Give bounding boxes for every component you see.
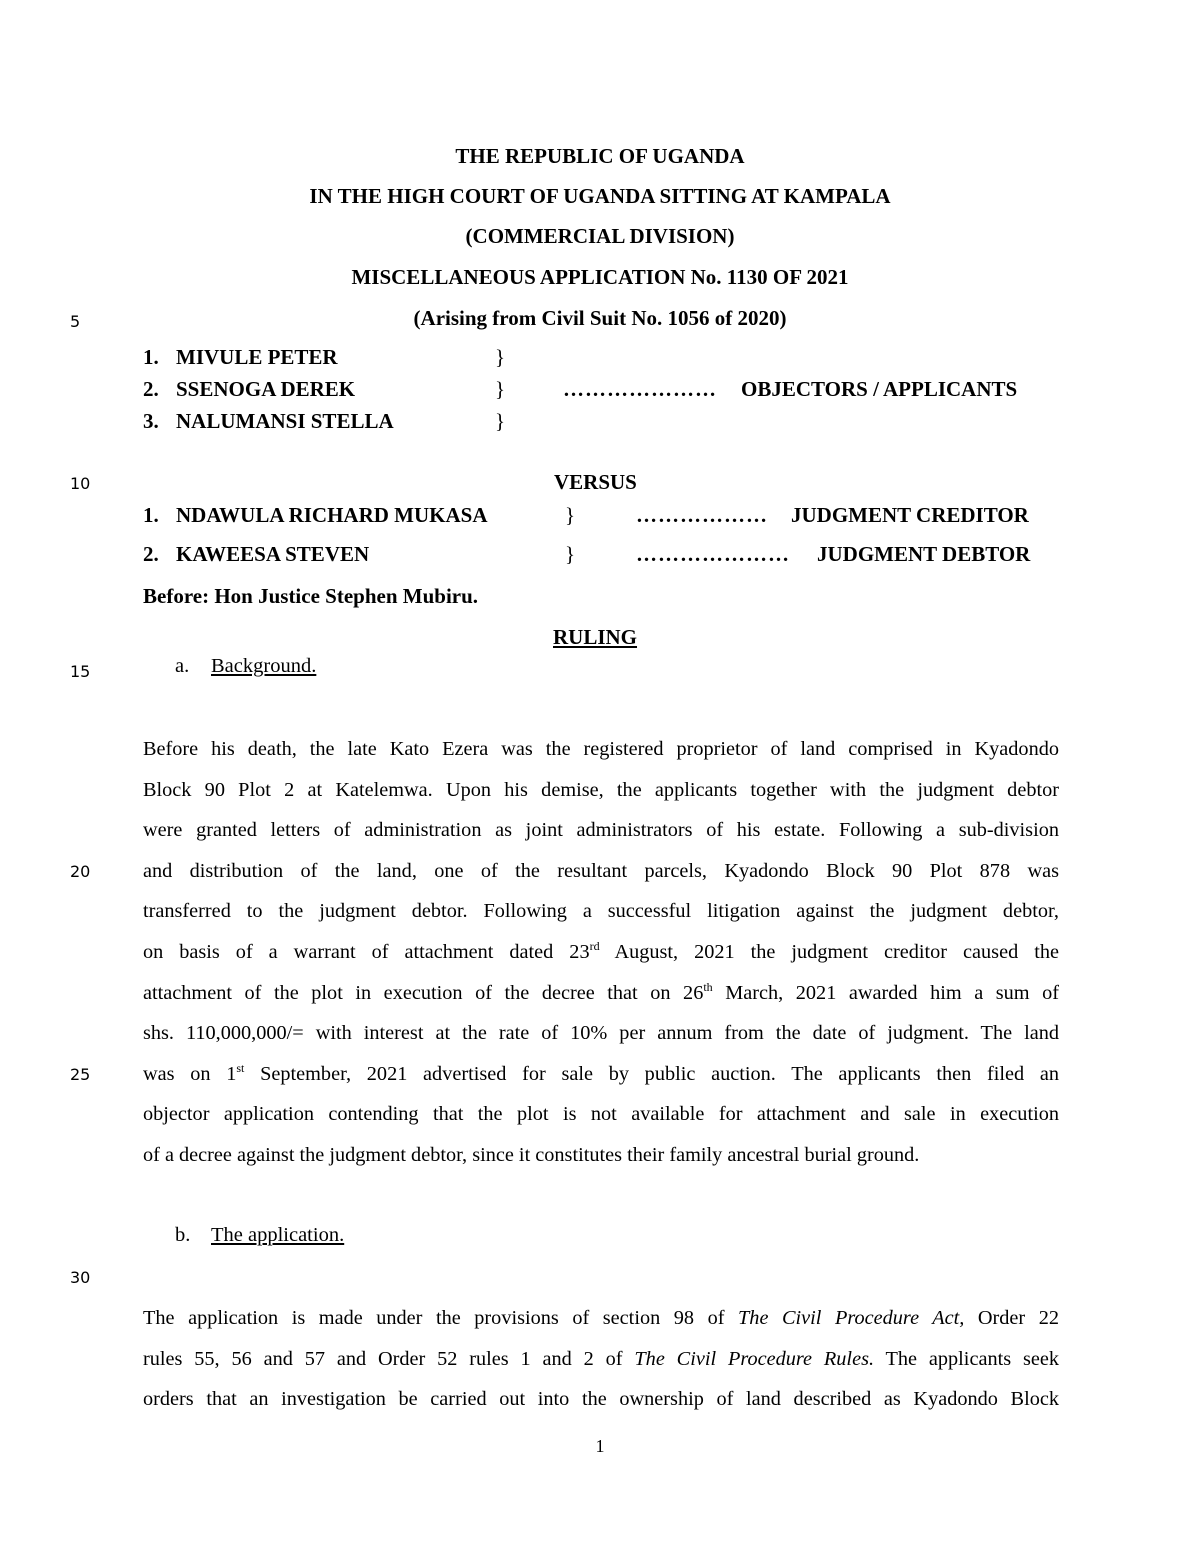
paragraph-line [143, 1339, 1059, 1380]
respondent-role: JUDGMENT DEBTOR [817, 542, 1031, 566]
objector-brace: } [495, 345, 506, 369]
paragraph-line: were granted letters of administration as joint administrators of his estate. Following a sub-division [143, 819, 1059, 842]
line-number-10: 10 [70, 474, 91, 493]
paragraph-line [143, 1298, 1059, 1339]
title-arising: (Arising from Civil Suit No. 1056 of 2020) [413, 306, 787, 330]
text-run: attachment of the plot in execution of the decree that on 26 [143, 981, 704, 1004]
text-run: March, 2021 awarded him a sum of [712, 981, 1060, 1004]
paragraph-line: and distribution of the land, one of the resultant parcels, Kyadondo Block 90 Plot 878 was [143, 859, 1059, 882]
text-run: rules 55, 56 and 57 and Order 52 rules 1 and 2 of [143, 1347, 635, 1370]
text-run: Order 22 [964, 1307, 1060, 1329]
text-run: on basis of a warrant of attachment dated 23 [143, 940, 590, 963]
respondent-dots: ……………… [636, 503, 768, 527]
line-number-30: 30 [70, 1268, 91, 1287]
section-b-title: The application. [211, 1224, 345, 1246]
respondent-name: NDAWULA RICHARD MUKASA [176, 503, 488, 527]
application-paragraph [143, 1298, 1059, 1420]
objector-name: MIVULE PETER [176, 345, 338, 369]
respondent-dots: ………………… [636, 542, 790, 566]
text-run: September, 2021 advertised for sale by public auction. The applicants then filed an [244, 1062, 1059, 1085]
paragraph-line: Before his death, the late Kato Ezera was the registered proprietor of land comprised in Kyadondo [143, 738, 1059, 760]
paragraph-line [143, 932, 1059, 973]
objectors-dots: ………………… [563, 377, 717, 401]
superscript: th [703, 979, 713, 994]
section-a-letter: a. [175, 655, 190, 677]
objector-number: 3. [143, 409, 159, 433]
respondent-brace: } [565, 542, 576, 566]
paragraph-line: transferred to the judgment debtor. Following a successful litigation against the judgment debtor, [143, 900, 1059, 923]
objector-name: NALUMANSI STELLA [176, 409, 394, 433]
respondent-number: 2. [143, 542, 159, 566]
paragraph-line [143, 1054, 1059, 1095]
text-run: was on 1 [143, 1062, 237, 1085]
paragraph-line: objector application contending that the plot is not available for attachment and sale in execution [143, 1103, 1059, 1126]
text-run: August, 2021 the judgment creditor caused the [599, 940, 1059, 963]
versus-label: VERSUS [554, 470, 637, 494]
paragraph-line [143, 973, 1059, 1014]
title-court: IN THE HIGH COURT OF UGANDA SITTING AT KAMPALA [309, 184, 891, 208]
title-division: (COMMERCIAL DIVISION) [465, 224, 735, 248]
objectors-role: OBJECTORS / APPLICANTS [741, 377, 1018, 401]
text-run: The application is made under the provisions of section 98 of [143, 1307, 739, 1329]
objector-brace: } [495, 409, 506, 433]
background-paragraph [143, 729, 1059, 1176]
line-number-20: 20 [70, 862, 91, 881]
page-number: 1 [595, 1436, 605, 1456]
paragraph-line: shs. 110,000,000/= with interest at the rate of 10% per annum from the date of judgment. The land [143, 1022, 1059, 1045]
section-a-title: Background. [211, 655, 317, 677]
respondent-brace: } [565, 503, 576, 527]
superscript: st [236, 1060, 245, 1075]
objector-number: 2. [143, 377, 159, 401]
title-republic: THE REPUBLIC OF UGANDA [455, 144, 745, 168]
line-number-25: 25 [70, 1065, 91, 1084]
superscript: rd [589, 939, 600, 954]
respondent-name: KAWEESA STEVEN [176, 542, 370, 566]
objector-number: 1. [143, 345, 159, 369]
text-run: The applicants seek [874, 1347, 1060, 1370]
section-b-letter: b. [175, 1224, 191, 1246]
paragraph-line: orders that an investigation be carried out into the ownership of land described as Kyadondo Block [143, 1388, 1059, 1411]
objector-name: SSENOGA DEREK [176, 377, 356, 401]
line-number-5: 5 [70, 312, 81, 331]
italic-run: The Civil Procedure Rules. [634, 1347, 875, 1370]
line-number-15: 15 [70, 662, 91, 681]
title-application: MISCELLANEOUS APPLICATION No. 1130 OF 2021 [351, 265, 849, 289]
before-judge: Before: Hon Justice Stephen Mubiru. [143, 584, 479, 608]
paragraph-line: Block 90 Plot 2 at Katelemwa. Upon his demise, the applicants together with the judgment debtor [143, 778, 1059, 801]
paragraph-line: of a decree against the judgment debtor, since it constitutes their family ancestral burial ground. [143, 1143, 920, 1166]
respondent-number: 1. [143, 503, 159, 527]
objector-brace: } [495, 377, 506, 401]
italic-run: The Civil Procedure Act, [738, 1307, 965, 1329]
ruling-heading: RULING [553, 625, 638, 649]
respondent-role: JUDGMENT CREDITOR [791, 503, 1029, 527]
